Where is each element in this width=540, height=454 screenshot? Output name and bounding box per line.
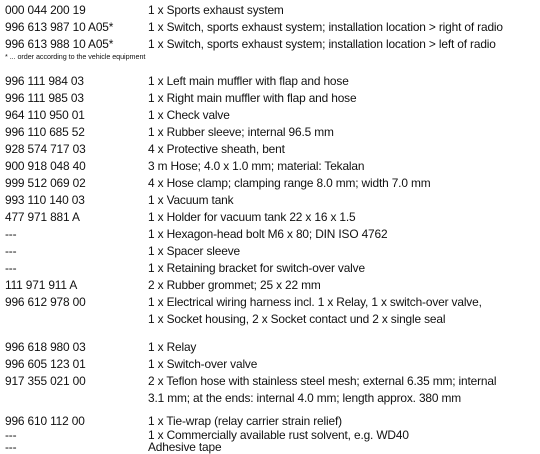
part-row: [0, 89, 540, 107]
part-description: 1 x Switch, sports exhaust system; installation location > right of radio: [148, 20, 503, 34]
part-description: 4 x Protective sheath, bent: [148, 142, 285, 156]
part-description: 1 x Electrical wiring harness incl. 1 x Relay, 1 x switch-over valve,: [148, 295, 482, 309]
part-number: 996 613 987 10 A05*: [5, 20, 114, 34]
part-number: 993 110 140 03: [5, 193, 85, 207]
part-row: [0, 276, 540, 294]
part-description: 1 x Relay: [148, 340, 197, 354]
part-number: 996 111 985 03: [5, 91, 84, 105]
part-number: 996 605 123 01: [5, 357, 86, 371]
part-row: [0, 174, 540, 192]
part-number: 477 971 881 A: [5, 210, 80, 224]
part-number: 996 111 984 03: [5, 74, 84, 88]
part-number: 964 110 950 01: [5, 108, 85, 122]
part-description: 1 x Sports exhaust system: [148, 3, 284, 17]
part-description: 1 x Vacuum tank: [148, 193, 234, 207]
part-description: 2 x Teflon hose with stainless steel mesh; external 6.35 mm; internal: [148, 374, 497, 388]
part-description: Adhesive tape: [148, 440, 222, 454]
part-description: 1 x Right main muffler with flap and hose: [148, 91, 357, 105]
part-row: [0, 35, 540, 53]
part-row: [0, 1, 540, 19]
part-row: [0, 355, 540, 373]
part-row: [0, 338, 540, 356]
part-row: [0, 106, 540, 124]
part-row: [0, 225, 540, 243]
part-number: 900 918 048 40: [5, 159, 86, 173]
part-row: [0, 293, 540, 311]
part-description-continued: 1 x Socket housing, 2 x Socket contact und 2 x single seal: [148, 312, 446, 326]
part-description: 1 x Switch-over valve: [148, 357, 258, 371]
part-number: 000 044 200 19: [5, 3, 86, 17]
part-number: 999 512 069 02: [5, 176, 86, 190]
part-number: 996 618 980 03: [5, 340, 86, 354]
part-description: 1 x Commercially available rust solvent, e.g. WD40: [148, 428, 409, 442]
part-description: 3 m Hose; 4.0 x 1.0 mm; material: Tekalan: [148, 159, 365, 173]
part-number: 917 355 021 00: [5, 374, 86, 388]
part-number: 111 971 911 A: [5, 278, 78, 292]
part-description: 1 x Tie-wrap (relay carrier strain relief): [148, 414, 342, 428]
part-number: ---: [5, 440, 17, 454]
part-row-continuation: [0, 310, 540, 328]
part-row: [0, 191, 540, 209]
part-row: [0, 208, 540, 226]
part-row: [0, 242, 540, 260]
part-number: 996 610 112 00: [5, 414, 85, 428]
part-description: 2 x Rubber grommet; 25 x 22 mm: [148, 278, 321, 292]
part-number: 996 613 988 10 A05*: [5, 37, 114, 51]
part-description: 1 x Switch, sports exhaust system; installation location > left of radio: [148, 37, 496, 51]
part-row: [0, 157, 540, 175]
part-row: [0, 440, 540, 454]
part-number: ---: [5, 227, 17, 241]
part-number: ---: [5, 428, 17, 442]
part-description-continued: 3.1 mm; at the ends: internal 4.0 mm; length approx. 380 mm: [148, 391, 462, 405]
part-description: 1 x Spacer sleeve: [148, 244, 240, 258]
part-description: 1 x Check valve: [148, 108, 230, 122]
part-row: [0, 18, 540, 36]
part-number: 996 612 978 00: [5, 295, 86, 309]
part-number: 996 110 685 52: [5, 125, 85, 139]
part-row: [0, 123, 540, 141]
part-number: ---: [5, 261, 17, 275]
part-number: ---: [5, 244, 17, 258]
part-description: 1 x Hexagon-head bolt M6 x 80; DIN ISO 4762: [148, 227, 388, 241]
part-row: [0, 372, 540, 390]
part-row: [0, 140, 540, 158]
part-description: 1 x Rubber sleeve; internal 96.5 mm: [148, 125, 334, 139]
part-row-continuation: [0, 389, 540, 407]
part-number: 928 574 717 03: [5, 142, 86, 156]
part-row: [0, 72, 540, 90]
footnote: * ... order according to the vehicle equipment: [5, 52, 146, 61]
part-row: [0, 259, 540, 277]
part-description: 4 x Hose clamp; clamping range 8.0 mm; width 7.0 mm: [148, 176, 431, 190]
part-description: 1 x Holder for vacuum tank 22 x 16 x 1.5: [148, 210, 356, 224]
part-description: 1 x Retaining bracket for switch-over valve: [148, 261, 365, 275]
part-description: 1 x Left main muffler with flap and hose: [148, 74, 349, 88]
